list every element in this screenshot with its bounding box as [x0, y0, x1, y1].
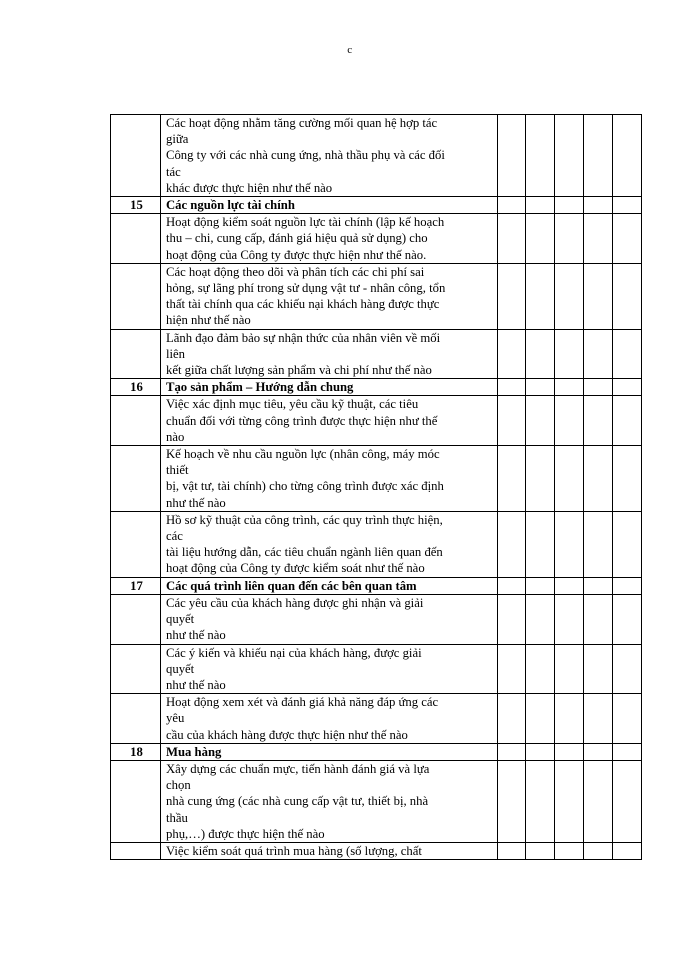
criterion-text — [161, 115, 498, 197]
score-cell[interactable] — [613, 396, 642, 446]
score-cell[interactable] — [555, 214, 584, 264]
score-cell[interactable] — [498, 263, 526, 329]
score-cell[interactable] — [613, 329, 642, 379]
section-row — [111, 197, 642, 214]
score-cell[interactable] — [555, 115, 584, 197]
score-cell[interactable] — [526, 329, 555, 379]
section-number-cell: 17 — [111, 577, 161, 594]
criterion-row — [111, 263, 642, 329]
criterion-line: thầu — [166, 810, 188, 825]
section-number-cell — [111, 263, 161, 329]
criterion-row — [111, 446, 642, 512]
score-cell[interactable] — [584, 329, 613, 379]
criterion-row — [111, 511, 642, 577]
criterion-line: Lãnh đạo đảm bảo sự nhận thức của nhân viên về mối — [166, 330, 441, 345]
score-cell[interactable] — [498, 115, 526, 197]
criterion-line: quyết — [166, 612, 195, 627]
criterion-line: Công ty với các nhà cung ứng, nhà thầu phụ và các đối — [166, 148, 445, 163]
section-number-cell — [111, 842, 161, 859]
score-cell[interactable] — [526, 760, 555, 842]
section-title: Các quá trình liên quan đến các bên quan tâm — [161, 577, 498, 594]
score-cell[interactable] — [555, 760, 584, 842]
score-cell[interactable] — [498, 577, 526, 594]
criterion-row — [111, 214, 642, 264]
section-number-cell: 15 — [111, 197, 161, 214]
score-cell[interactable] — [584, 214, 613, 264]
score-cell[interactable] — [613, 594, 642, 644]
score-cell[interactable] — [498, 842, 526, 859]
score-cell[interactable] — [498, 379, 526, 396]
score-cell[interactable] — [526, 396, 555, 446]
score-cell[interactable] — [613, 197, 642, 214]
section-number-cell — [111, 694, 161, 744]
score-cell[interactable] — [613, 743, 642, 760]
section-number-cell: 16 — [111, 379, 161, 396]
section-number-cell — [111, 396, 161, 446]
score-cell[interactable] — [498, 396, 526, 446]
section-row — [111, 577, 642, 594]
section-number-cell — [111, 446, 161, 512]
score-cell[interactable] — [498, 760, 526, 842]
criterion-text — [161, 511, 498, 577]
score-cell[interactable] — [584, 263, 613, 329]
criterion-line: Các hoạt động nhằm tăng cường mối quan hệ hợp tác — [166, 116, 438, 130]
criterion-line: quyết — [166, 661, 195, 676]
criterion-line: Hoạt động kiểm soát nguồn lực tài chính (lập kế hoạch — [166, 215, 445, 230]
criterion-line: hoạt động của Công ty được thực hiện như thế nào. — [166, 247, 427, 262]
section-number-cell — [111, 644, 161, 694]
score-cell[interactable] — [526, 842, 555, 859]
section-row — [111, 379, 642, 396]
criterion-row — [111, 594, 642, 644]
score-cell[interactable] — [584, 760, 613, 842]
criterion-line: thu – chi, cung cấp, đánh giá hiệu quả sử dụng) cho — [166, 231, 428, 246]
section-number-cell — [111, 115, 161, 197]
score-cell[interactable] — [498, 197, 526, 214]
criterion-line: Xây dựng các chuẩn mực, tiến hành đánh giá và lựa — [166, 761, 430, 776]
criterion-line: khác được thực hiện như thế nào — [166, 180, 333, 195]
score-cell[interactable] — [498, 446, 526, 512]
criterion-line: như thế nào — [166, 677, 226, 692]
criterion-line: hoạt động của Công ty được kiểm soát như thế nào — [166, 561, 425, 576]
criterion-text — [161, 329, 498, 379]
score-cell[interactable] — [526, 197, 555, 214]
score-cell[interactable] — [584, 379, 613, 396]
score-cell[interactable] — [526, 511, 555, 577]
page-header-marker: c — [347, 44, 353, 56]
score-cell[interactable] — [613, 644, 642, 694]
criterion-line: yêu — [166, 711, 185, 726]
criterion-line: nào — [166, 429, 185, 444]
section-row — [111, 743, 642, 760]
score-cell[interactable] — [498, 594, 526, 644]
section-number-cell — [111, 760, 161, 842]
score-cell[interactable] — [584, 594, 613, 644]
score-cell[interactable] — [584, 396, 613, 446]
criterion-row — [111, 644, 642, 694]
section-title: Tạo sản phẩm – Hướng dẫn chung — [161, 379, 498, 396]
criterion-row — [111, 694, 642, 744]
score-cell[interactable] — [555, 396, 584, 446]
score-cell[interactable] — [555, 379, 584, 396]
score-cell[interactable] — [555, 329, 584, 379]
criterion-line: nhà cung ứng (các nhà cung cấp vật tư, thiết bị, nhà — [166, 794, 429, 809]
score-cell[interactable] — [555, 446, 584, 512]
score-cell[interactable] — [584, 842, 613, 859]
score-cell[interactable] — [526, 743, 555, 760]
criterion-line: các — [166, 529, 183, 544]
criterion-line: thiết — [166, 463, 189, 478]
criterion-text — [161, 694, 498, 744]
score-cell[interactable] — [555, 511, 584, 577]
score-cell[interactable] — [498, 511, 526, 577]
section-number-cell — [111, 511, 161, 577]
score-cell[interactable] — [555, 577, 584, 594]
score-cell[interactable] — [584, 694, 613, 744]
criterion-line: phụ,…) được thực hiện thế nào — [166, 826, 325, 841]
score-cell[interactable] — [584, 197, 613, 214]
criterion-line: Việc kiểm soát quá trình mua hàng (số lượng, chất — [166, 843, 422, 858]
score-cell[interactable] — [526, 594, 555, 644]
score-cell[interactable] — [498, 644, 526, 694]
criterion-text — [161, 644, 498, 694]
score-cell[interactable] — [613, 577, 642, 594]
criterion-line: Việc xác định mục tiêu, yêu cầu kỹ thuật, các tiêu — [166, 397, 419, 412]
criterion-row — [111, 329, 642, 379]
criterion-line: như thế nào — [166, 495, 226, 510]
criterion-text — [161, 594, 498, 644]
score-cell[interactable] — [613, 379, 642, 396]
criterion-line: Các yêu cầu của khách hàng được ghi nhận và giải — [166, 595, 424, 610]
score-cell[interactable] — [555, 263, 584, 329]
criterion-line: Kế hoạch về nhu cầu nguồn lực (nhân công, máy móc — [166, 447, 440, 462]
section-number-cell: 18 — [111, 743, 161, 760]
criterion-line: Hoạt động xem xét và đánh giá khả năng đáp ứng các — [166, 695, 439, 710]
score-cell[interactable] — [498, 329, 526, 379]
score-cell[interactable] — [526, 379, 555, 396]
score-cell[interactable] — [555, 743, 584, 760]
criterion-text — [161, 760, 498, 842]
criterion-row — [111, 760, 642, 842]
score-cell[interactable] — [613, 694, 642, 744]
criterion-text — [161, 263, 498, 329]
score-cell[interactable] — [584, 644, 613, 694]
score-cell[interactable] — [526, 694, 555, 744]
score-cell[interactable] — [613, 511, 642, 577]
score-cell[interactable] — [555, 594, 584, 644]
score-cell[interactable] — [613, 214, 642, 264]
criterion-line: kết giữa chất lượng sản phẩm và chi phí như thế nào — [166, 363, 432, 378]
score-cell[interactable] — [526, 214, 555, 264]
score-cell[interactable] — [555, 694, 584, 744]
section-number-cell — [111, 329, 161, 379]
criterion-text — [161, 446, 498, 512]
criterion-line: thất tài chính qua các khiếu nại khách hàng được thực — [166, 297, 440, 312]
score-cell[interactable] — [584, 511, 613, 577]
criterion-line: chọn — [166, 778, 191, 793]
criterion-text — [161, 842, 498, 859]
score-cell[interactable] — [613, 446, 642, 512]
criterion-line: tác — [166, 164, 181, 179]
score-cell[interactable] — [526, 446, 555, 512]
score-cell[interactable] — [498, 743, 526, 760]
score-cell[interactable] — [498, 694, 526, 744]
criterion-line: tài liệu hướng dẫn, các tiêu chuẩn ngành liên quan đến — [166, 545, 443, 560]
score-cell[interactable] — [555, 197, 584, 214]
section-number-cell — [111, 594, 161, 644]
section-number-cell — [111, 214, 161, 264]
criterion-line: Các hoạt động theo dõi và phân tích các chi phí sai — [166, 264, 425, 279]
criterion-row — [111, 396, 642, 446]
score-cell[interactable] — [613, 842, 642, 859]
criterion-line: hỏng, sự lãng phí trong sử dụng vật tư - nhân công, tổn — [166, 281, 446, 296]
score-cell[interactable] — [555, 842, 584, 859]
score-cell[interactable] — [526, 577, 555, 594]
criterion-line: giữa — [166, 132, 189, 147]
section-title: Các nguồn lực tài chính — [161, 197, 498, 214]
criterion-line: hiện như thế nào — [166, 313, 251, 328]
score-cell[interactable] — [613, 760, 642, 842]
criterion-line: Hồ sơ kỹ thuật của công trình, các quy trình thực hiện, — [166, 512, 443, 527]
criterion-line: chuẩn đối với từng công trình được thực hiện như thế — [166, 413, 438, 428]
criterion-text — [161, 396, 498, 446]
score-cell[interactable] — [526, 115, 555, 197]
section-title: Mua hàng — [161, 743, 498, 760]
score-cell[interactable] — [584, 577, 613, 594]
criterion-row — [111, 842, 642, 859]
score-cell[interactable] — [526, 644, 555, 694]
score-cell[interactable] — [584, 115, 613, 197]
criterion-row — [111, 115, 642, 197]
criterion-line: như thế nào — [166, 628, 226, 643]
criterion-line: bị, vật tư, tài chính) cho từng công trình được xác định — [166, 479, 444, 494]
score-cell[interactable] — [526, 263, 555, 329]
criterion-line: Các ý kiến và khiếu nại của khách hàng, được giải — [166, 645, 422, 660]
criterion-text — [161, 214, 498, 264]
criterion-line: liên — [166, 346, 186, 361]
criterion-line: cầu của khách hàng được thực hiện như thế nào — [166, 727, 408, 742]
score-cell[interactable] — [584, 446, 613, 512]
score-cell[interactable] — [613, 263, 642, 329]
score-cell[interactable] — [555, 644, 584, 694]
score-cell[interactable] — [613, 115, 642, 197]
score-cell[interactable] — [498, 214, 526, 264]
score-cell[interactable] — [584, 743, 613, 760]
evaluation-table — [110, 114, 642, 860]
